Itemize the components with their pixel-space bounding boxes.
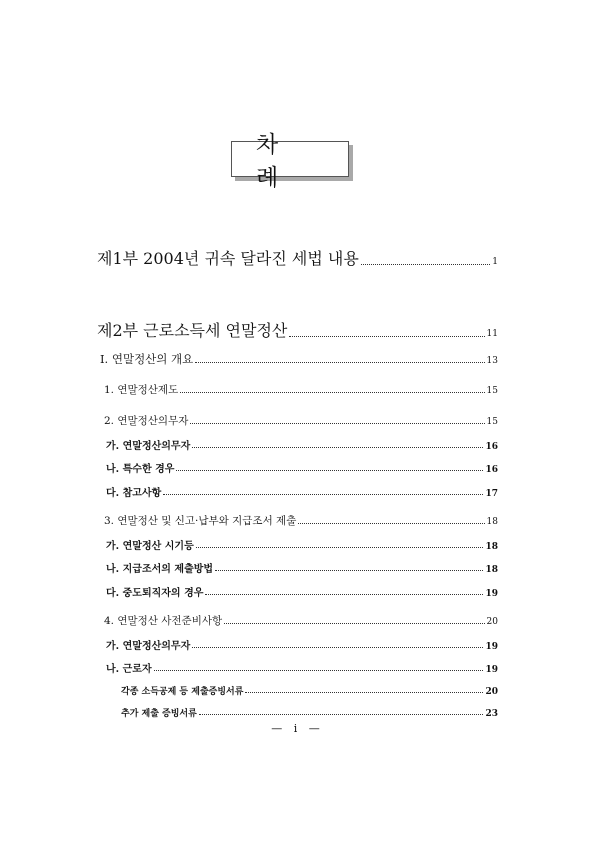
toc-entry-label: Ⅰ. 연말정산의 개요 — [100, 352, 194, 366]
toc-page-number: 19 — [485, 665, 498, 675]
toc-leader-dots — [199, 714, 484, 715]
toc-entry-section[interactable] — [104, 382, 498, 397]
toc-entry-section[interactable] — [104, 613, 498, 628]
toc-entry-label: 가. 연말정산 시기등 — [106, 541, 194, 552]
toc-entry-part1[interactable] — [97, 246, 498, 269]
toc-page-number: 19 — [485, 642, 498, 652]
toc-entry-label: 가. 연말정산의무자 — [106, 441, 191, 452]
toc-entry-label: 다. 참고사항 — [106, 488, 162, 499]
toc-page-number: 16 — [485, 465, 498, 475]
toc-entry-subsection[interactable] — [106, 460, 498, 475]
toc-entry-part2[interactable] — [97, 318, 498, 341]
toc-leader-dots — [205, 594, 483, 595]
toc-entry-label: 3. 연말정산 및 신고·납부와 지급조서 제출 — [104, 515, 297, 527]
toc-entry-label: 나. 특수한 경우 — [106, 464, 175, 475]
toc-entry-subsection[interactable] — [106, 584, 498, 599]
toc-entry-label: 각종 소득공제 등 제출증빙서류 — [121, 687, 244, 697]
toc-entry-label: 다. 중도퇴직자의 경우 — [106, 588, 204, 599]
toc-entry-label: 나. 지급조서의 제출방법 — [106, 564, 214, 575]
toc-entry-section[interactable] — [104, 413, 498, 428]
toc-page-number: 19 — [485, 589, 498, 599]
toc-page-number: 16 — [485, 442, 498, 452]
toc-leader-dots — [289, 336, 484, 337]
toc-entry-subsection[interactable] — [106, 484, 498, 499]
toc-entry-subsection[interactable] — [106, 560, 498, 575]
toc-entry-label: 제1부 2004년 귀속 달라진 세법 내용 — [97, 249, 359, 268]
toc-page-number: 18 — [485, 565, 498, 575]
toc-entry-label: 가. 연말정산의무자 — [106, 641, 191, 652]
page-footer-number: — i — — [271, 722, 324, 735]
toc-leader-dots — [176, 470, 483, 471]
toc-leader-dots — [224, 623, 484, 624]
toc-leader-dots — [196, 547, 484, 548]
toc-entry-subsection[interactable] — [106, 537, 498, 552]
toc-leader-dots — [361, 264, 490, 265]
toc-page-number: 18 — [486, 517, 498, 527]
toc-page-number: 23 — [485, 709, 498, 719]
toc-page-number: 15 — [486, 417, 498, 427]
toc-page-number: 1 — [492, 257, 498, 267]
toc-page-number: 13 — [486, 356, 498, 366]
toc-page-number: 18 — [485, 542, 498, 552]
toc-title: 차 례 — [231, 141, 349, 177]
toc-entry-subsection[interactable] — [106, 637, 498, 652]
toc-leader-dots — [192, 447, 483, 448]
toc-page-number: 17 — [485, 489, 498, 499]
toc-leader-dots — [215, 570, 483, 571]
toc-entry-subsection[interactable] — [106, 437, 498, 452]
toc-leader-dots — [192, 647, 483, 648]
toc-page-number: 20 — [485, 687, 498, 697]
toc-page-number: 11 — [486, 329, 498, 339]
toc-entry-label: 4. 연말정산 사전준비사항 — [104, 615, 223, 627]
toc-page-number: 15 — [486, 386, 498, 396]
toc-entry-item[interactable] — [121, 684, 498, 697]
toc-entry-item[interactable] — [121, 706, 498, 719]
toc-leader-dots — [245, 692, 483, 693]
toc-entry-subsection[interactable] — [106, 660, 498, 675]
toc-entry-label: 나. 근로자 — [106, 664, 152, 675]
toc-leader-dots — [298, 523, 484, 524]
toc-leader-dots — [163, 494, 483, 495]
toc-leader-dots — [180, 392, 484, 393]
toc-entry-label: 2. 연말정산의무자 — [104, 415, 189, 427]
toc-page-number: 20 — [486, 617, 498, 627]
toc-entry-section[interactable] — [104, 513, 498, 528]
toc-entry-label: 추가 제출 증빙서류 — [121, 709, 197, 719]
toc-entry-label: 1. 연말정산제도 — [104, 384, 179, 396]
toc-entry-chapter[interactable] — [100, 351, 498, 367]
toc-entry-label: 제2부 근로소득세 연말정산 — [97, 321, 288, 340]
toc-leader-dots — [154, 670, 484, 671]
toc-leader-dots — [195, 362, 484, 363]
toc-leader-dots — [190, 423, 484, 424]
